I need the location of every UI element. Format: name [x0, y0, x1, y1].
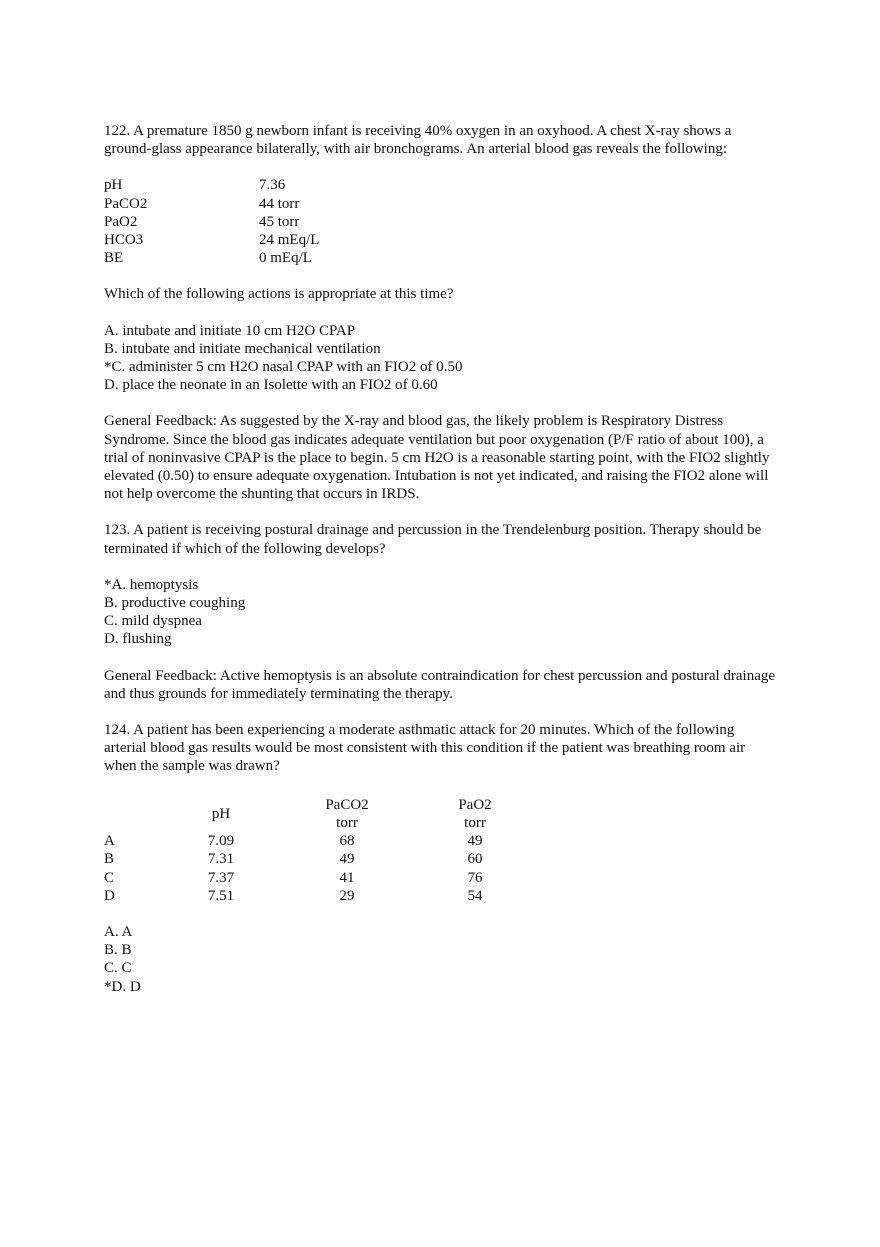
table-row: [104, 869, 508, 887]
abg-label: pH: [104, 177, 123, 194]
option-d: D. flushing: [104, 631, 172, 648]
option-d-correct: *D. D: [104, 978, 141, 995]
cell-pao2: 49: [467, 833, 483, 850]
q123-feedback: General Feedback: Active hemoptysis is an absolute contraindication for chest percussion and postural drainage and thus grounds for immediately terminating the therapy.: [104, 667, 776, 702]
cell-paco2: 41: [339, 869, 355, 886]
q124-abg-table: [104, 796, 508, 905]
header-pao2-label: PaO2: [458, 796, 492, 813]
row-label: C: [104, 869, 115, 886]
row-label: A: [104, 833, 115, 850]
cell-ph: 7.51: [207, 887, 235, 904]
q123-options: [104, 576, 776, 649]
cell-paco2: 29: [339, 887, 355, 904]
row-label: B: [104, 851, 115, 868]
header-paco2-label: PaCO2: [325, 796, 369, 813]
abg-value: 7.36: [259, 177, 286, 194]
abg-label: BE: [104, 250, 124, 267]
row-label: D: [104, 887, 115, 904]
q122-question: Which of the following actions is appropriate at this time?: [104, 286, 454, 303]
option-c: C. C: [104, 960, 132, 977]
header-blank: [104, 796, 190, 832]
option-d: D. place the neonate in an Isolette with an FIO2 of 0.60: [104, 377, 438, 394]
option-b: B. productive coughing: [104, 595, 246, 612]
cell-pao2: 76: [467, 869, 483, 886]
option-a: A. intubate and initiate 10 cm H2O CPAP: [104, 322, 356, 339]
cell-ph: 7.09: [207, 833, 235, 850]
q124-stem: 124. A patient has been experiencing a moderate asthmatic attack for 20 minutes. Which of the following arterial blood gas results would be most consistent with this condition if the patient was breathing room air when the sample was drawn?: [104, 722, 746, 775]
q122-stem: 122. A premature 1850 g newborn infant is receiving 40% oxygen in an oxyhood. A chest X-ray shows a ground-glass appearance bilaterally, with air bronchograms. An arterial blood gas reveals the following:: [104, 123, 732, 158]
abg-value: 0 mEq/L: [259, 250, 312, 267]
q123-stem: 123. A patient is receiving postural drainage and percussion in the Trendelenburg position. Therapy should be terminated if which of the following develops?: [104, 522, 762, 557]
q122-abg-list: [104, 176, 776, 267]
option-a: A. A: [104, 923, 133, 940]
cell-ph: 7.31: [207, 851, 235, 868]
option-b: B. B: [104, 942, 132, 959]
abg-label: HCO3: [104, 232, 144, 249]
cell-ph: 7.37: [207, 869, 235, 886]
cell-pao2: 60: [467, 851, 483, 868]
abg-value: 45 torr: [259, 213, 300, 230]
abg-label: PaCO2: [104, 195, 148, 212]
option-c-correct: *C. administer 5 cm H2O nasal CPAP with an FIO2 of 0.50: [104, 359, 463, 376]
q122-options: [104, 322, 776, 395]
header-pao2-unit: torr: [464, 814, 486, 831]
cell-paco2: 49: [339, 851, 355, 868]
table-row: [104, 887, 508, 905]
document-content: [104, 122, 776, 996]
option-c: C. mild dyspnea: [104, 613, 202, 630]
abg-value: 44 torr: [259, 195, 300, 212]
q122-feedback: General Feedback: As suggested by the X-ray and blood gas, the likely problem is Respiratory Distress Syndrome. Since the blood gas indicates adequate ventilation but poor oxygenation (P/F ratio of about 100), a trial of noninvasive CPAP is the place to begin. 5 cm H2O is a reasonable starting point, with the FIO2 slightly elevated (0.50) to ensure adequate oxygenation. Intubation is not yet indicated, and raising the FIO2 alone will not help overcome the shunting that occurs in IRDS.: [104, 413, 770, 503]
abg-label: PaO2: [104, 213, 138, 230]
option-a-correct: *A. hemoptysis: [104, 576, 199, 593]
cell-pao2: 54: [467, 887, 483, 904]
table-header-row: [104, 796, 508, 832]
header-paco2: [252, 796, 442, 832]
header-pao2: [442, 796, 508, 832]
table-row: [104, 832, 508, 850]
header-paco2-unit: torr: [336, 814, 358, 831]
abg-value: 24 mEq/L: [259, 232, 320, 249]
q124-options: [104, 923, 776, 996]
header-ph: pH: [211, 805, 231, 822]
table-row: [104, 850, 508, 868]
option-b: B. intubate and initiate mechanical ventilation: [104, 340, 381, 357]
cell-paco2: 68: [339, 833, 355, 850]
